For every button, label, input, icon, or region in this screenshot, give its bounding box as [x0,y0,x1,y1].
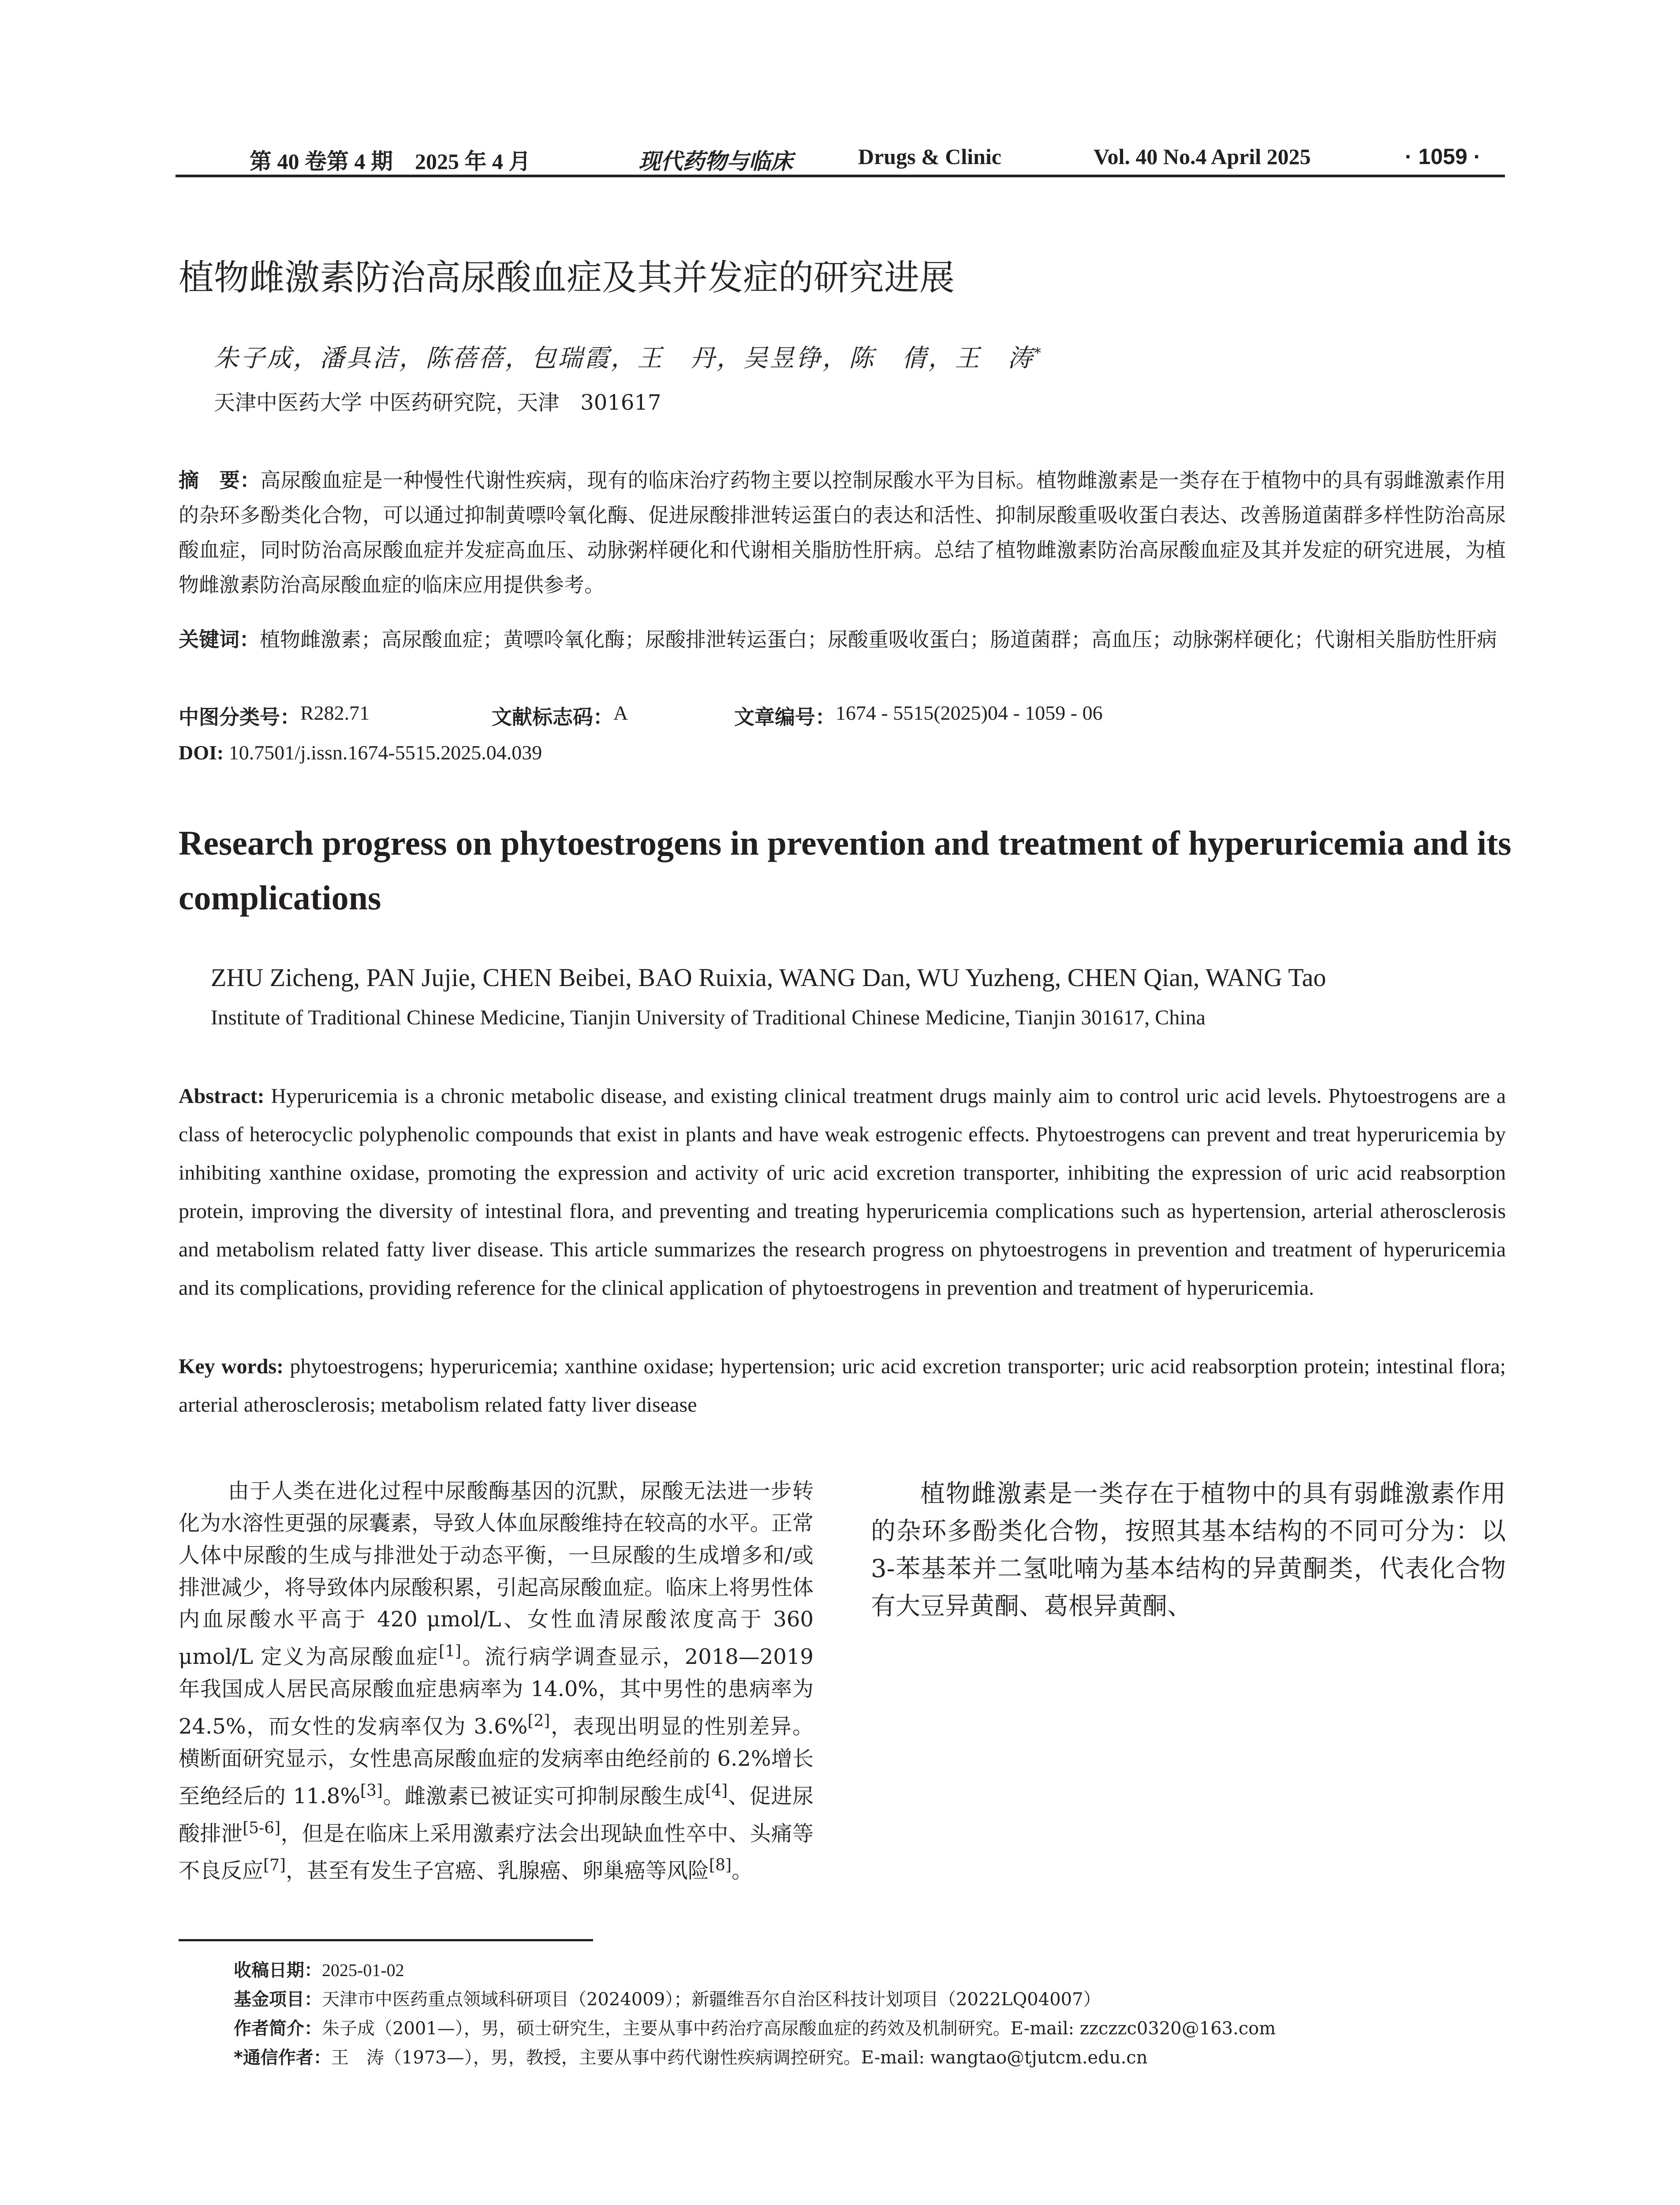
chinese-abstract-text: 高尿酸血症是一种慢性代谢性疾病，现有的临床治疗药物主要以控制尿酸水平为目标。植物雌激素是一类存在于植物中的具有弱雌激素作用的杂环多酚类化合物，可以通过抑制黄嘌呤氧化酶、促进尿酸排泄转运蛋白的表达和活性、抑制尿酸重吸收蛋白表达、改善肠道菌群多样性防治高尿酸血症，同时防治高尿酸血症并发症高血压、动脉粥样硬化和代谢相关脂肪性肝病。总结了植物雌激素防治高尿酸血症及其并发症的研究进展，为植物雌激素防治高尿酸血症的临床应用提供参考。 [179,468,1506,597]
chinese-author-list: 朱子成，潘具洁，陈蓓蓓，包瑞霞，王 丹，吴昱铮，陈 倩，王 涛 [214,344,1034,373]
footnote-rule [179,1939,593,1941]
header-issue-cn: 第 40 卷第 4 期 2025 年 4 月 [250,149,531,174]
citation-7: [7] [263,1856,286,1875]
english-abstract [179,1077,1506,1307]
english-affiliation: Institute of Traditional Chinese Medicine, Tianjin University of Traditional Chinese Medicine, Tianjin 301617, China [211,1006,1206,1029]
citation-2: [2] [527,1712,550,1730]
footnotes [234,1956,1512,2072]
chinese-affiliation: 天津中医药大学 中医药研究院，天津 301617 [214,390,661,415]
english-keywords-text: phytoestrogens; hyperuricemia; xanthine oxidase; hypertension; uric acid excretion transporter; uric acid reabsorption protein; intestinal flora; arterial atherosclerosis; metabolism related fatty liver disease [179,1355,1506,1416]
body-column-right: 植物雌激素是一类存在于植物中的具有弱雌激素作用的杂环多酚类化合物，按照其基本结构的不同可分为：以 3-苯基苯并二氢吡喃为基本结构的异黄酮类，代表化合物有大豆异黄酮、葛根异黄酮、 [871,1480,1506,1621]
citation-1: [1] [439,1642,462,1661]
citation-8: [8] [709,1856,732,1875]
english-authors: ZHU Zicheng, PAN Jujie, CHEN Beibei, BAO Ruixia, WANG Dan, WU Yuzheng, CHEN Qian, WANG Tao [211,963,1326,992]
citation-4: [4] [705,1781,728,1800]
footnote-received: 收稿日期：2025-01-02 [234,1960,404,1981]
footnote-corresponding: *通信作者：王 涛（1973—），男，教授，主要从事中药代谢性疾病调控研究。E-mail: wangtao@tjutcm.edu.cn [234,2048,1148,2068]
citation-5-6: [5-6] [243,1819,281,1837]
body-column-left: 由于人类在进化过程中尿酸酶基因的沉默，尿酸无法进一步转化为水溶性更强的尿囊素，导致人体血尿酸维持在较高的水平。正常人体中尿酸的生成与排泄处于动态平衡，一旦尿酸的生成增多和/或排泄减少，将导致体内尿酸积累，引起高尿酸血症。临床上将男性体内血尿酸水平高于 420 μmol/L、女性血清尿酸浓度高于 360 μmol/L 定义为高尿酸血症[1]。流行病学调查显示，2018—2019 年我国成人居民高尿酸血症患病率为 14.0%，其中男性的患病率为 24.5%，而女性的发病率仅为 3.6%[2]，表现出明显的性别差异。横断面研究显示，女性患高尿酸血症的发病率由绝经前的 6.2%增长至绝经后的 11.8%[3]。雌激素已被证实可抑制尿酸生成[4]、促进尿酸排泄[5-6]，但是在临床上采用激素疗法会出现缺血性卒中、头痛等不良反应[7]，甚至有发生子宫癌、乳腺癌、卵巢癌等风险[8]。 [179,1479,814,1884]
chinese-keywords [179,622,1506,657]
english-abstract-text: Hyperuricemia is a chronic metabolic disease, and existing clinical treatment drugs mainly aim to control uric acid levels. Phytoestrogens are a class of heterocyclic polyphenolic compounds that exist in plants and have weak estrogenic effects. Phytoestrogens can prevent and treat hyperuricemia by inhibiting xanthine oxidase, promoting the expression and activity of uric acid excretion transporter, inhibiting the expression of uric acid reabsorption protein, improving the diversity of intestinal flora, and preventing and treating hyperuricemia complications such as hypertension, arterial atherosclerosis and metabolism related fatty liver disease. This article summarizes the research progress on phytoestrogens in prevention and treatment of hyperuricemia and its complications, providing reference for the clinical application of phytoestrogens in prevention and treatment of hyperuricemia. [179,1084,1506,1300]
english-keywords [179,1347,1506,1424]
chinese-abstract [179,463,1506,602]
document-code: 文献标志码： A [492,702,628,729]
corresponding-mark: * [1034,344,1043,362]
chinese-keywords-text: 植物雌激素；高尿酸血症；黄嘌呤氧化酶；尿酸排泄转运蛋白；尿酸重吸收蛋白；肠道菌群；高血压；动脉粥样硬化；代谢相关脂肪性肝病 [260,628,1497,651]
header-journal-en: Drugs & Clinic [858,144,1001,169]
doi [179,741,542,764]
header-issue-en: Vol. 40 No.4 April 2025 [1094,144,1311,169]
chinese-authors [214,339,1043,374]
doi-value: 10.7501/j.issn.1674-5515.2025.04.039 [228,741,542,764]
chinese-abstract-label: 摘 要： [179,468,261,492]
english-title: Research progress on phytoestrogens in prevention and treatment of hyperuricemia and its complications [179,824,1512,917]
citation-3: [3] [360,1781,383,1800]
header-journal-cn: 现代药物与临床 [638,149,793,174]
english-abstract-label: Abstract: [179,1084,265,1108]
footnote-fund: 基金项目：天津市中医药重点领域科研项目（2024009）；新疆维吾尔自治区科技计划项目（2022LQ04007） [234,1989,1101,2010]
chinese-keywords-label: 关键词： [179,628,260,651]
header-rule [175,175,1505,177]
header-page-number: · 1059 · [1405,144,1481,169]
footnote-author: 作者简介：朱子成（2001—），男，硕士研究生，主要从事中药治疗高尿酸血症的药效及机制研究。E-mail: zzczzc0320@163.com [234,2018,1276,2039]
chinese-title: 植物雌激素防治高尿酸血症及其并发症的研究进展 [179,257,955,298]
english-keywords-label: Key words: [179,1355,284,1378]
running-header [175,140,1505,176]
doi-label: DOI: [179,741,224,764]
clc-number: 中图分类号： R282.71 [179,702,370,729]
article-number: 文章编号： 1674 - 5515(2025)04 - 1059 - 06 [734,702,1103,729]
